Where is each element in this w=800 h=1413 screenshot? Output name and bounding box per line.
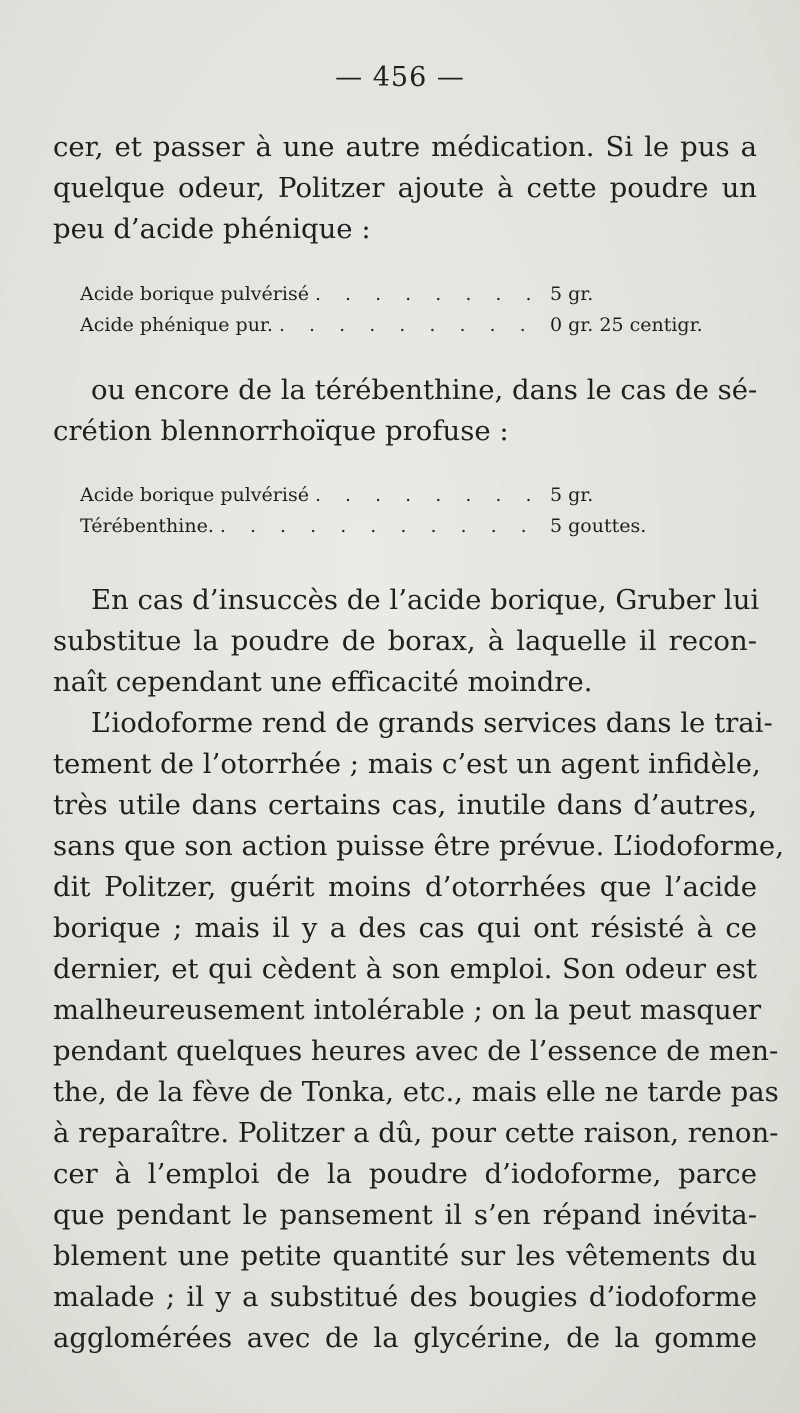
text-line: malheureusement intolérable ; on la peut masquer bbox=[53, 994, 762, 1026]
text-line: malade ; il y a substitué des bougies d’iodoforme bbox=[53, 1281, 757, 1313]
ingredient-name: Acide phénique pur. bbox=[80, 314, 273, 336]
text-line: crétion blennorrhoïque profuse : bbox=[53, 415, 509, 447]
text-line: En cas d’insuccès de l’acide borique, Gruber lui bbox=[91, 584, 760, 616]
dot-leader bbox=[315, 480, 544, 511]
ingredient-quantity: 5 gouttes. bbox=[550, 515, 647, 537]
text-line: très utile dans certains cas, inutile dans d’autres, bbox=[53, 789, 757, 821]
paragraph-2 bbox=[53, 370, 757, 452]
paragraph-3 bbox=[53, 580, 760, 703]
text-line: quelque odeur, Politzer ajoute à cette poudre un bbox=[53, 172, 757, 204]
text-line: blement une petite quantité sur les vêtements du bbox=[53, 1240, 757, 1272]
text-line: dernier, et qui cèdent à son emploi. Son odeur est bbox=[53, 953, 757, 985]
ingredient-name: Acide borique pulvérisé bbox=[80, 283, 309, 305]
dot-leader bbox=[315, 279, 544, 310]
recipe-1 bbox=[80, 279, 740, 341]
text-line: tement de l’otorrhée ; mais c’est un agent infidèle, bbox=[53, 748, 761, 780]
dot-leader bbox=[220, 511, 544, 542]
text-line: ou encore de la térébenthine, dans le cas de sé- bbox=[91, 374, 758, 406]
ingredient-name: Acide borique pulvérisé bbox=[80, 484, 309, 506]
text-line: sans que son action puisse être prévue. L’iodoforme, bbox=[53, 830, 784, 862]
ingredient-quantity: 5 gr. bbox=[550, 484, 594, 506]
text-line: cer à l’emploi de la poudre d’iodoforme, parce bbox=[53, 1158, 757, 1190]
recipe-row bbox=[80, 511, 740, 542]
ingredient-quantity: 0 gr. 25 centigr. bbox=[550, 314, 703, 336]
text-line: borique ; mais il y a des cas qui ont résisté à ce bbox=[53, 912, 757, 944]
text-line: substitue la poudre de borax, à laquelle il recon- bbox=[53, 625, 757, 657]
text-line: que pendant le pansement il s’en répand inévita- bbox=[53, 1199, 757, 1231]
recipe-row bbox=[80, 480, 740, 511]
recipe-2 bbox=[80, 480, 740, 542]
text-line: peu d’acide phénique : bbox=[53, 213, 371, 245]
page-number: — 456 — bbox=[335, 62, 465, 93]
text-line: naît cependant une efficacité moindre. bbox=[53, 666, 593, 698]
ingredient-name: Térébenthine. bbox=[80, 515, 214, 537]
recipe-row bbox=[80, 310, 740, 341]
recipe-row bbox=[80, 279, 740, 310]
text-line: pendant quelques heures avec de l’essence de men- bbox=[53, 1035, 779, 1067]
text-line: à reparaître. Politzer a dû, pour cette raison, renon- bbox=[53, 1117, 779, 1149]
text-line: the, de la fève de Tonka, etc., mais elle ne tarde pas bbox=[53, 1076, 779, 1108]
text-line: dit Politzer, guérit moins d’otorrhées que l’acide bbox=[53, 871, 757, 903]
text-line: cer, et passer à une autre médication. Si le pus a bbox=[53, 131, 757, 163]
paragraph-4 bbox=[53, 703, 784, 1359]
ingredient-quantity: 5 gr. bbox=[550, 283, 594, 305]
text-line: agglomérées avec de la glycérine, de la gomme bbox=[53, 1322, 757, 1354]
dot-leader bbox=[279, 310, 544, 341]
text-line: L’iodoforme rend de grands services dans le trai- bbox=[91, 707, 773, 739]
paragraph-1 bbox=[53, 127, 757, 250]
